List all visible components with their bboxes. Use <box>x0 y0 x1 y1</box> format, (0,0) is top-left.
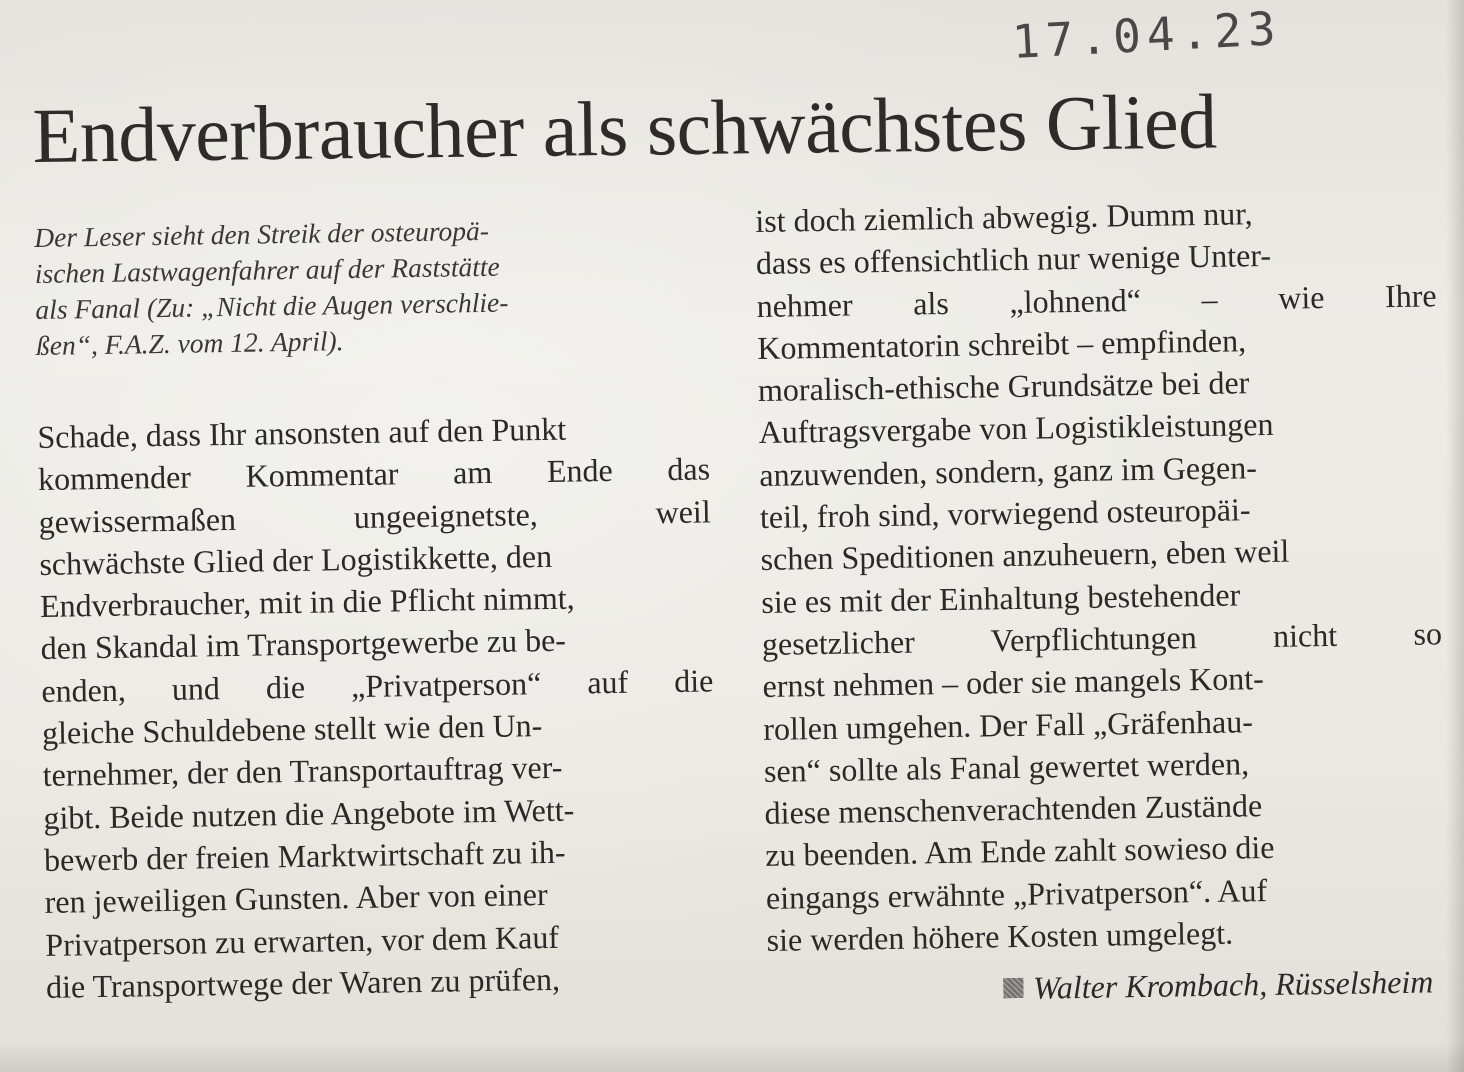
signature-text: Walter Krombach, Rüsselsheim <box>1032 963 1434 1007</box>
text-line: Endverbraucher, mit in die Pflicht nimmt, <box>39 579 575 625</box>
text-line: ren jeweiligen Gunsten. Aber von einer <box>44 876 548 921</box>
text-line: gesetzlicher Verpflichtungen nicht so <box>761 615 1443 662</box>
text-line: sie werden höhere Kosten umgelegt. <box>766 914 1234 958</box>
text-line: anzuwenden, sondern, ganz im Gegen- <box>759 448 1258 493</box>
intro-line: als Fanal (Zu: „Nicht die Augen verschlie- <box>35 286 509 325</box>
text-line: Schade, dass Ihr ansonsten auf den Punkt <box>37 410 567 455</box>
text-line: moralisch-ethische Grundsätze bei der <box>757 364 1250 409</box>
handwritten-date: 17.04.23 <box>1010 0 1283 70</box>
text-line: ernst nehmen – oder sie mangels Kont- <box>762 660 1265 705</box>
text-line: gibt. Beide nutzen die Angebote im Wett- <box>43 791 575 836</box>
column-left <box>34 209 718 1008</box>
headline: Endverbraucher als schwächstes Glied <box>32 77 1218 179</box>
intro-line: ßen“, F.A.Z. vom 12. April). <box>35 325 344 361</box>
text-line: Privatperson zu erwarten, vor dem Kauf <box>45 918 560 963</box>
text-line: gleiche Schuldebene stellt wie den Un- <box>41 707 543 752</box>
text-line: nehmer als „lohnend“ – wie Ihre <box>756 276 1437 324</box>
text-line: ist doch ziemlich abwegig. Dumm nur, <box>755 195 1253 239</box>
text-line: Kommentatorin schreibt – empfinden, <box>757 322 1247 366</box>
intro-line: ischen Lastwagenfahrer auf der Raststätte <box>34 250 500 289</box>
letter-body-part-2 <box>755 189 1447 961</box>
text-line: enden, und die „Privatperson“ auf die <box>41 662 714 709</box>
text-line: Auftragsvergabe von Logistikleistungen <box>758 406 1274 451</box>
letter-body-part-1 <box>37 405 718 1008</box>
text-line: sie es mit der Einhaltung bestehender <box>761 576 1241 620</box>
intro-line: Der Leser sieht den Streik der osteuropä- <box>34 214 490 253</box>
text-line: teil, froh sind, vorwiegend osteuropäi- <box>759 491 1251 536</box>
text-line: schwächste Glied der Logistikkette, den <box>39 537 553 582</box>
paper-edge-shadow <box>1446 0 1464 1072</box>
column-right <box>755 189 1448 1013</box>
paper-edge-shadow-bottom <box>0 1042 1464 1072</box>
intro-text <box>34 210 678 364</box>
text-line: dass es offensichtlich nur wenige Unter- <box>755 237 1272 282</box>
text-line: diese menschenverachtenden Zustände <box>764 787 1263 832</box>
end-square-icon <box>1003 978 1023 998</box>
text-line: kommender Kommentar am Ende das <box>37 450 711 498</box>
text-line: zu beenden. Am Ende zahlt sowieso die <box>765 829 1275 874</box>
text-line: rollen umgehen. Der Fall „Gräfenhau- <box>763 702 1254 747</box>
text-line: die Transportwege der Waren zu prüfen, <box>45 960 561 1005</box>
text-line: ternehmer, der den Transportauftrag ver- <box>42 749 563 794</box>
text-line: schen Speditionen anzuheuern, eben weil <box>760 533 1290 578</box>
text-line: den Skandal im Transportgewerbe zu be- <box>40 622 567 667</box>
text-line: bewerb der freien Marktwirtschaft zu ih- <box>43 833 566 878</box>
signature <box>767 961 1448 1014</box>
text-line: sen“ sollte als Fanal gewertet werden, <box>763 745 1250 789</box>
text-line: gewissermaßen ungeeignetste, weil <box>38 493 711 540</box>
text-line: eingangs erwähnte „Privatperson“. Auf <box>765 871 1268 916</box>
